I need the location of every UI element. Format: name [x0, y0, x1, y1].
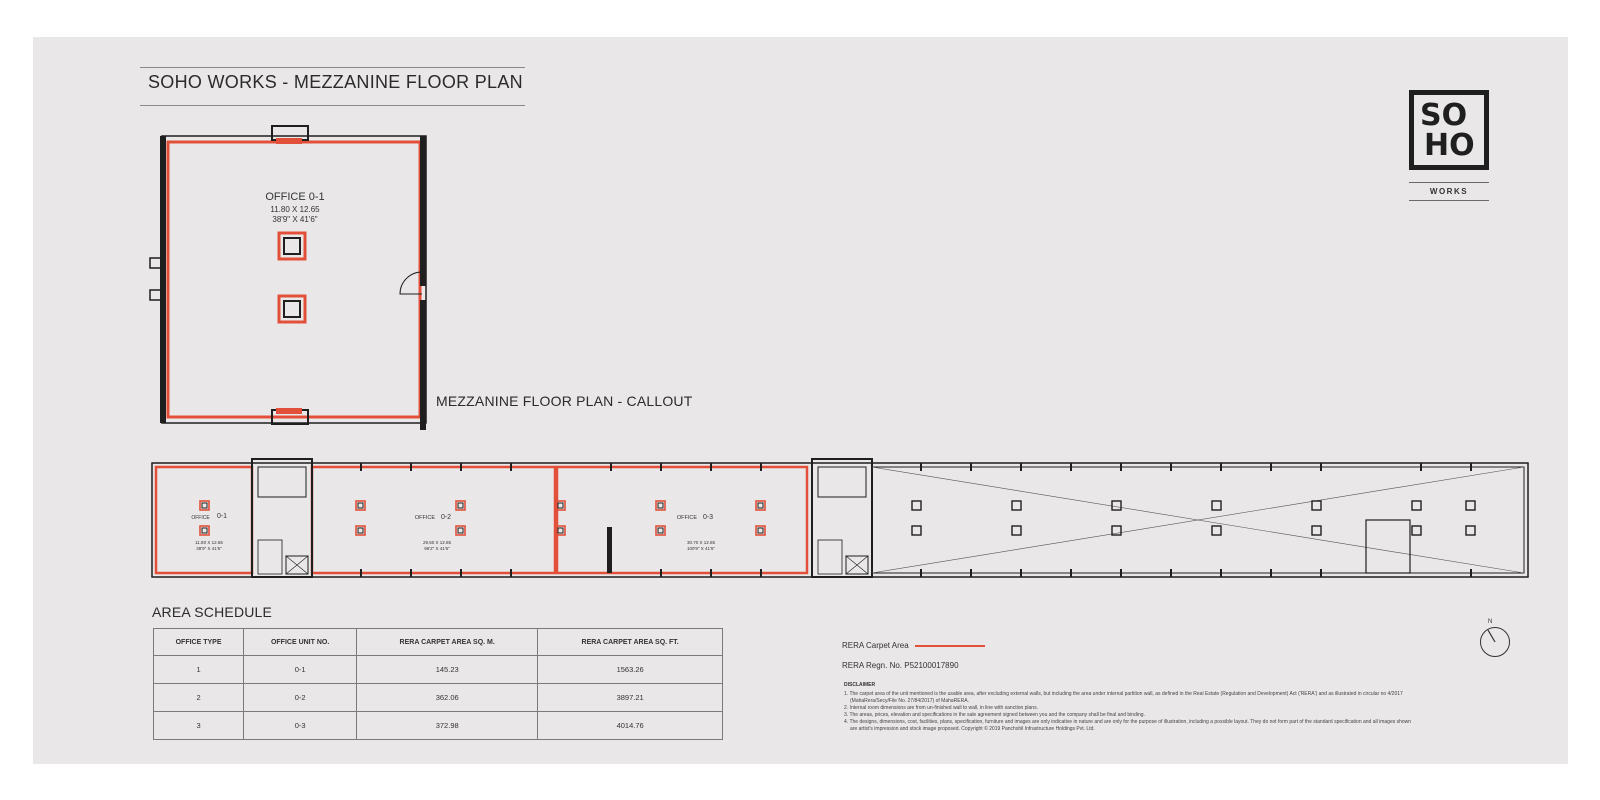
logo-line-1: SO [1420, 98, 1468, 133]
table-header: RERA CARPET AREA SQ. FT. [538, 629, 723, 656]
table-cell: 4014.76 [538, 712, 723, 740]
plan-office-3-name: 0-3 [702, 514, 714, 521]
table-header-row [154, 629, 723, 656]
table-cell: 0-1 [244, 656, 357, 684]
table-row [154, 656, 723, 684]
logo-line-2: HO [1424, 128, 1475, 163]
plan-office-1-prefix: OFFICE [191, 515, 210, 521]
compass-north-label: N [1488, 619, 1493, 625]
plan-office-1-dim-ft: 38'9" X 41'6" [196, 546, 222, 551]
plan-office-3-dim-ft: 100'9" X 41'6" [687, 546, 715, 551]
plan-office-1-name: 0-1 [216, 513, 228, 520]
table-cell: 1563.26 [538, 656, 723, 684]
callout-plan [150, 126, 426, 430]
disclaimer-body [844, 691, 1504, 733]
legend-label: RERA Carpet Area [842, 641, 909, 650]
table-cell: 3 [154, 712, 244, 740]
table-row [154, 712, 723, 740]
plan-office-2-dim-m: 29.50 X 12.65 [422, 540, 452, 545]
mezzanine-floor-plan [152, 459, 1528, 577]
table-cell: 145.23 [357, 656, 538, 684]
disclaimer-item: 2. Internal room dimensions are from un-finished wall to wall, in line with sanction plans. [844, 705, 1038, 711]
disclaimer-item: 4. The designs, dimensions, cost, facilities, plans, specification, furniture and images are only indicative in nature and are only for the purpose of illustration, including a possible layout. They do not form part of the standard specification and all images shown [844, 719, 1412, 725]
rera-registration: RERA Regn. No. P52100017890 [842, 661, 959, 670]
table-header: RERA CARPET AREA SQ. M. [357, 629, 538, 656]
callout-office-name: OFFICE 0-1 [265, 191, 325, 203]
table-cell: 0-2 [244, 684, 357, 712]
plan-office-2-dim-ft: 96'2" X 41'6" [424, 546, 450, 551]
area-schedule-title: AREA SCHEDULE [152, 604, 273, 620]
logo-subtitle: WORKS [1429, 187, 1469, 196]
page-title: SOHO WORKS - MEZZANINE FLOOR PLAN [148, 72, 523, 92]
callout-office-dim-ft: 38'9" X 41'6" [272, 215, 318, 224]
plan-office-3-dim-m: 30.70 X 12.65 [686, 540, 716, 545]
disclaimer-item: (MahaRera/Secy/File No. 27/84/2017) of MahaRERA. [850, 698, 969, 704]
table-cell: 2 [154, 684, 244, 712]
plan-office-2-prefix: OFFICE [414, 515, 436, 521]
plan-office-2-name: 0-2 [440, 514, 452, 521]
area-schedule-table [153, 628, 723, 740]
disclaimer-item: are artist's impression and stock image proposed. Copyright © 2019 Panchshil Infrastructure Holdings Pvt. Ltd. [850, 726, 1095, 732]
table-cell: 362.06 [357, 684, 538, 712]
plan-office-3-prefix: OFFICE [676, 515, 698, 521]
disclaimer-item: 3. The areas, prices, elevation and specifications in the sale agreement signed between you and the company shall be final and binding. [844, 712, 1145, 718]
table-header: OFFICE TYPE [154, 629, 244, 656]
table-cell: 3897.21 [538, 684, 723, 712]
table-header: OFFICE UNIT NO. [244, 629, 357, 656]
disclaimer-title: DISCLAIMER [844, 682, 876, 688]
legend-swatch [915, 645, 985, 647]
table-cell: 0-3 [244, 712, 357, 740]
disclaimer-item: 1. The carpet area of the unit mentioned is the usable area, after excluding external walls, but including the area under internal partition wall, as defined in the Real Estate (Regulation and Development) Act ('RERA') and as illustrated in circular no 4/2017 [844, 691, 1403, 697]
north-compass-icon [1480, 627, 1510, 657]
table-row [154, 684, 723, 712]
table-cell: 372.98 [357, 712, 538, 740]
table-cell: 1 [154, 656, 244, 684]
callout-office-dim-m: 11.80 X 12.65 [270, 205, 320, 214]
callout-label: MEZZANINE FLOOR PLAN - CALLOUT [436, 393, 693, 409]
plan-office-1-dim-m: 11.80 X 12.65 [195, 540, 223, 545]
